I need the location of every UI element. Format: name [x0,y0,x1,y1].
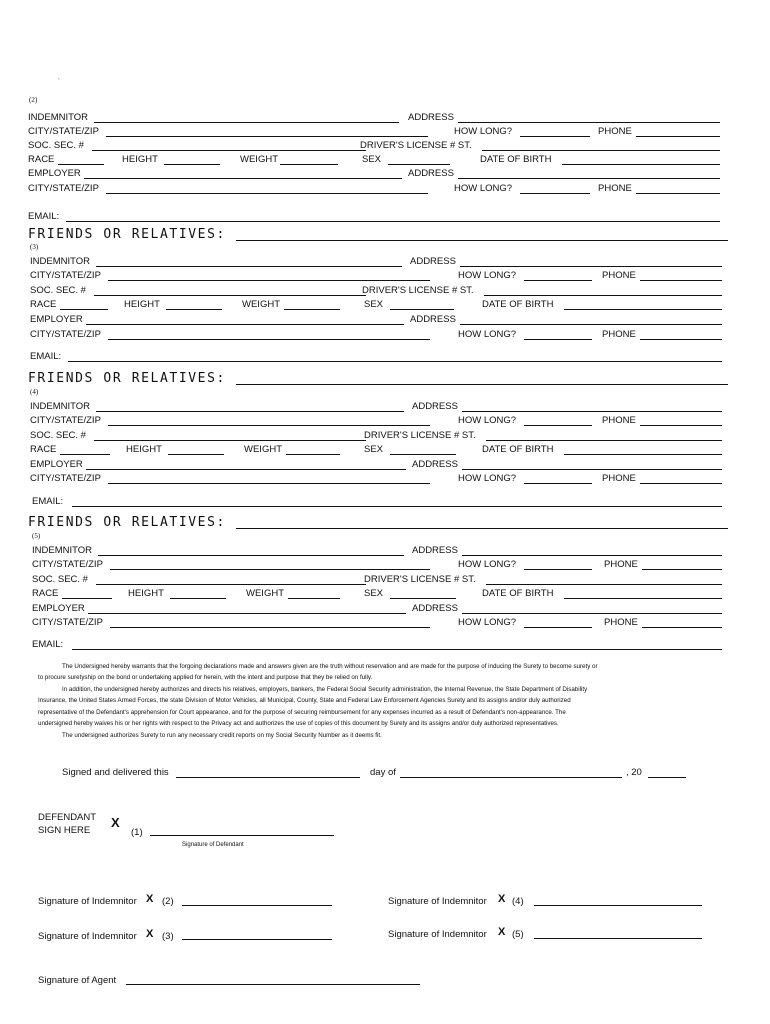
address-field[interactable] [462,411,722,412]
authorization-line: In addition, the undersigned hereby authorizes and directs his relatives, employers, bankers, the Federal Social Security administration, the Internal Revenue, the State Department of Disability [62,686,588,693]
employer-city-label: CITY/STATE/ZIP [30,329,101,340]
address-label: ADDRESS [410,256,456,267]
height-field[interactable] [170,598,226,599]
employer-label: EMPLOYER [30,459,83,470]
friends-relatives-field[interactable] [236,240,728,241]
employer-address-label: ADDRESS [410,314,456,325]
indemnitor-2-signature-label: Signature of Indemnitor [38,896,137,907]
sex-field[interactable] [390,454,456,455]
phone-field[interactable] [636,136,720,137]
dob-field[interactable] [564,309,722,310]
credit-authorization-line: The undersigned authorizes Surety to run any necessary credit reports on my Social Security Number as it deems fit. [62,732,382,739]
indemnitor-3-signature-label: Signature of Indemnitor [38,931,137,942]
indemnitor-field[interactable] [94,122,399,123]
address-field[interactable] [458,122,720,123]
employer-address-label: ADDRESS [412,603,458,614]
employer-how-long-label: HOW LONG? [454,183,513,194]
physical-row [30,299,728,311]
city-state-zip-field[interactable] [108,280,430,281]
drivers-license-label: DRIVER'S LICENSE # ST. [364,574,476,585]
ssn-row [28,140,728,152]
employer-field[interactable] [86,469,406,470]
how-long-field[interactable] [520,136,590,137]
weight-field[interactable] [280,164,338,165]
how-long-field[interactable] [524,280,592,281]
dob-field[interactable] [564,454,722,455]
sex-field[interactable] [390,598,456,599]
soc-sec-field[interactable] [94,440,366,441]
phone-label: PHONE [604,559,638,570]
sex-field[interactable] [388,164,450,165]
city-row [30,270,728,282]
race-label: RACE [28,154,55,165]
employer-address-label: ADDRESS [408,168,454,179]
authorization-line: undersigned hereby waives his or her rights with respect to the Privacy act and authorizes the use of copies of this document by Surety and its assigns and/or duly authorized representatives. [38,720,559,727]
agent-signature-field[interactable] [126,984,420,985]
soc-sec-label: SOC. SEC. # [30,285,86,296]
drivers-license-label: DRIVER'S LICENSE # ST. [364,430,476,441]
city-row [30,415,728,427]
city-state-zip-label: CITY/STATE/ZIP [30,270,101,281]
weight-label: WEIGHT [246,588,284,599]
indemnitor-label: INDEMNITOR [28,112,88,123]
indemnitor-5-signature-label: Signature of Indemnitor [388,929,487,940]
signature-x-mark: X [498,926,506,938]
employer-city-field[interactable] [110,627,430,628]
weight-field[interactable] [286,454,340,455]
employer-label: EMPLOYER [32,603,85,614]
indemnitor-2-number: (2) [162,896,174,907]
indemnitor-4-signature-field[interactable] [534,905,702,906]
sex-label: SEX [364,444,384,455]
drivers-license-field[interactable] [482,150,720,151]
indemnitor-label: INDEMNITOR [30,401,90,412]
signed-delivered-label: Signed and delivered this [62,767,169,778]
defendant-signature-field[interactable] [150,835,334,836]
how-long-label: HOW LONG? [458,415,517,426]
address-label: ADDRESS [408,112,454,123]
email-field[interactable] [72,649,722,650]
indemnitor-label: INDEMNITOR [30,256,90,267]
signature-x-mark: X [146,928,154,940]
race-field[interactable] [58,164,104,165]
ssn-row [30,285,728,297]
agent-signature-label: Signature of Agent [38,975,117,986]
phone-label: PHONE [602,415,636,426]
indemnitor-3-signature-field[interactable] [182,939,332,940]
indemnitor-field[interactable] [96,266,402,267]
employer-phone-label: PHONE [602,473,636,484]
city-row [32,559,728,571]
employer-how-long-label: HOW LONG? [458,617,517,628]
indemnitor-4-signature-label: Signature of Indemnitor [388,896,487,907]
employer-city-row [30,473,728,485]
dob-field[interactable] [562,164,720,165]
day-of-label: day of [370,767,396,778]
address-label: ADDRESS [412,545,458,556]
indemnitor-field[interactable] [98,555,404,556]
email-row [32,639,728,651]
section-number: (5) [32,532,41,540]
email-label: EMAIL: [30,351,62,362]
city-state-zip-field[interactable] [108,425,430,426]
defendant-label: DEFENDANT [38,812,97,823]
indemnitor-row [28,112,728,124]
year-prefix-label: , 20 [626,767,642,778]
how-long-label: HOW LONG? [458,270,517,281]
email-row [28,211,728,223]
indemnitor-row [30,401,728,413]
employer-city-field[interactable] [106,193,428,194]
address-field[interactable] [460,266,722,267]
height-label: HEIGHT [128,588,164,599]
soc-sec-label: SOC. SEC. # [30,430,86,441]
employer-field[interactable] [84,178,402,179]
employer-how-long-field[interactable] [524,627,592,628]
indemnitor-5-signature-field[interactable] [534,938,702,939]
phone-field[interactable] [642,569,722,570]
how-long-field[interactable] [524,569,592,570]
height-field[interactable] [166,309,222,310]
section-number: (3) [30,243,39,251]
employer-field[interactable] [86,324,404,325]
employer-how-long-label: HOW LONG? [458,473,517,484]
how-long-field[interactable] [524,425,592,426]
drivers-license-field[interactable] [484,295,722,296]
signature-of-defendant-caption: Signature of Defendant [182,842,244,848]
declaration-line: to procure suretyship on the bond or undertaking applied for herein, with the intent and purpose that they be relied on fully. [38,674,373,681]
phone-field[interactable] [640,280,722,281]
email-row [32,496,728,508]
weight-label: WEIGHT [240,154,278,165]
phone-label: PHONE [602,270,636,281]
employer-label: EMPLOYER [28,168,81,179]
city-state-zip-label: CITY/STATE/ZIP [30,415,101,426]
physical-row [28,154,728,166]
friends-relatives-heading: FRIENDS OR RELATIVES: [28,227,226,242]
employer-phone-field[interactable] [640,483,722,484]
weight-label: WEIGHT [242,299,280,310]
drivers-license-label: DRIVER'S LICENSE # ST. [360,140,472,151]
employer-address-field[interactable] [462,613,722,614]
sex-label: SEX [364,299,384,310]
employer-address-field[interactable] [460,324,722,325]
stray-mark: ˎ [58,74,60,80]
employer-phone-label: PHONE [598,183,632,194]
employer-city-row [30,329,728,341]
race-field[interactable] [62,598,112,599]
race-label: RACE [32,588,59,599]
employer-phone-field[interactable] [642,627,722,628]
soc-sec-field[interactable] [96,584,366,585]
employer-how-long-field[interactable] [524,339,592,340]
drivers-license-field[interactable] [486,440,722,441]
address-label: ADDRESS [412,401,458,412]
height-label: HEIGHT [122,154,158,165]
race-field[interactable] [60,309,108,310]
employer-row [30,314,728,326]
sex-label: SEX [364,588,384,599]
friends-relatives-heading: FRIENDS OR RELATIVES: [28,371,226,386]
employer-address-label: ADDRESS [412,459,458,470]
race-label: RACE [30,444,57,455]
indemnitor-5-number: (5) [512,929,524,940]
sign-here-label: SIGN HERE [38,825,91,836]
employer-address-field[interactable] [458,178,720,179]
authorization-line: Insurance, the United States Armed Forces, the state Division of Motor Vehicles, all Municipal, County, State and Federal Law Enforcement Agencies Surety and its assigns and/or duly authorized [38,697,571,704]
soc-sec-field[interactable] [92,150,366,151]
employer-phone-field[interactable] [636,193,720,194]
employer-row [30,459,728,471]
signed-day-field[interactable] [176,777,360,778]
drivers-license-label: DRIVER'S LICENSE # ST. [362,285,474,296]
phone-field[interactable] [640,425,722,426]
how-long-label: HOW LONG? [454,126,513,137]
employer-city-label: CITY/STATE/ZIP [30,473,101,484]
employer-field[interactable] [88,613,406,614]
sex-label: SEX [362,154,382,165]
phone-label: PHONE [598,126,632,137]
indemnitor-label: INDEMNITOR [32,545,92,556]
city-state-zip-label: CITY/STATE/ZIP [28,126,99,137]
email-row [30,351,728,363]
email-label: EMAIL: [32,639,64,650]
friends-relatives-field[interactable] [236,528,728,529]
indemnitor-row [30,256,728,268]
employer-how-long-label: HOW LONG? [458,329,517,340]
section-number: (4) [30,388,39,396]
friends-relatives-field[interactable] [236,384,728,385]
soc-sec-field[interactable] [94,295,366,296]
employer-city-row [28,183,728,195]
soc-sec-label: SOC. SEC. # [32,574,88,585]
dob-field[interactable] [564,598,722,599]
employer-city-label: CITY/STATE/ZIP [32,617,103,628]
race-label: RACE [30,299,57,310]
indemnitor-2-signature-field[interactable] [182,905,332,906]
sex-field[interactable] [390,309,454,310]
employer-phone-label: PHONE [604,617,638,628]
height-field[interactable] [168,454,224,455]
city-state-zip-field[interactable] [106,136,428,137]
city-state-zip-label: CITY/STATE/ZIP [32,559,103,570]
authorization-line: representative of the Defendant's apprehension for Court appearance, and for the purpose of securing reimbursement for any expenses incurred as a result of Defendant's non-appearance. The [38,709,566,716]
indemnitor-field[interactable] [96,411,404,412]
employer-how-long-field[interactable] [520,193,590,194]
drivers-license-field[interactable] [486,584,722,585]
height-label: HEIGHT [126,444,162,455]
signature-x-mark: X [498,893,506,905]
friends-relatives-heading: FRIENDS OR RELATIVES: [28,515,226,530]
indemnitor-row [32,545,728,557]
weight-label: WEIGHT [244,444,282,455]
employer-row [28,168,728,180]
section-number: (2) [29,96,38,104]
signature-x-mark: X [111,815,120,830]
employer-row [32,603,728,615]
employer-city-field[interactable] [108,339,430,340]
dob-label: DATE OF BIRTH [482,588,554,599]
ssn-row [32,574,728,586]
race-field[interactable] [60,454,110,455]
height-label: HEIGHT [124,299,160,310]
city-state-zip-field[interactable] [110,569,430,570]
email-label: EMAIL: [32,496,64,507]
year-field[interactable] [648,777,686,778]
employer-phone-label: PHONE [602,329,636,340]
physical-row [32,588,728,600]
email-label: EMAIL: [28,211,60,222]
physical-row [30,444,728,456]
employer-phone-field[interactable] [640,339,722,340]
indemnitor-4-number: (4) [512,896,524,907]
month-field[interactable] [400,777,622,778]
height-field[interactable] [164,164,220,165]
soc-sec-label: SOC. SEC. # [28,140,84,151]
email-field[interactable] [66,221,720,222]
city-row [28,126,728,138]
dob-label: DATE OF BIRTH [480,154,552,165]
dob-label: DATE OF BIRTH [482,444,554,455]
declaration-line: The Undersigned hereby warrants that the forgoing declarations made and answers given are the truth without reservation and are made for the purpose of inducing the Surety to become surety or [62,663,598,670]
employer-how-long-field[interactable] [524,483,592,484]
indemnitor-3-number: (3) [162,931,174,942]
ssn-row [30,430,728,442]
dob-label: DATE OF BIRTH [482,299,554,310]
weight-field[interactable] [288,598,340,599]
employer-city-field[interactable] [108,483,430,484]
employer-label: EMPLOYER [30,314,83,325]
address-field[interactable] [462,555,722,556]
signature-x-mark: X [146,893,154,905]
email-field[interactable] [72,506,722,507]
defendant-number: (1) [131,827,143,838]
employer-city-row [32,617,728,629]
email-field[interactable] [68,361,722,362]
employer-city-label: CITY/STATE/ZIP [28,183,99,194]
how-long-label: HOW LONG? [458,559,517,570]
weight-field[interactable] [284,309,340,310]
employer-address-field[interactable] [462,469,722,470]
